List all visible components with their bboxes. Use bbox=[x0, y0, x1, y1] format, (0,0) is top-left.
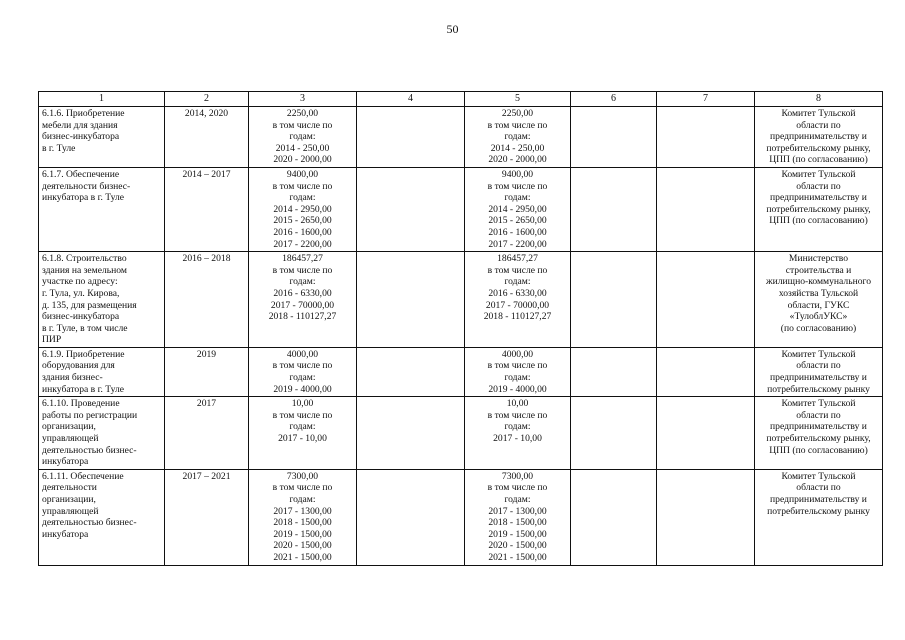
cell-line: деятельностью бизнес- bbox=[42, 517, 137, 529]
activity-name-cell bbox=[39, 469, 165, 565]
cell-line: деятельности bbox=[42, 482, 97, 494]
cell-line: области по bbox=[796, 360, 841, 372]
cell-line: инкубатора bbox=[42, 528, 89, 540]
column-6-cell bbox=[571, 167, 657, 251]
cell-line: 2017 - 1300,00 bbox=[488, 505, 547, 517]
cell-line: предпринимательству и bbox=[770, 494, 867, 505]
cell-line: управляющей bbox=[42, 433, 99, 445]
table-row bbox=[39, 469, 883, 565]
cell-line: 2016 - 6330,00 bbox=[488, 287, 547, 299]
table-row bbox=[39, 397, 883, 470]
cell-line: области по bbox=[796, 180, 841, 192]
cell-line: годам: bbox=[289, 421, 316, 433]
cell-line: Комитет Тульской bbox=[781, 168, 856, 180]
total-funding-cell bbox=[249, 167, 357, 251]
cell-line: 10,00 bbox=[291, 398, 314, 410]
cell-line: ПИР bbox=[42, 334, 62, 346]
cell-line: жилищно-коммунального bbox=[766, 276, 871, 288]
cell-line: инкубатора bbox=[42, 456, 89, 468]
cell-line: области по bbox=[796, 482, 841, 494]
cell-line: организации, bbox=[42, 494, 96, 505]
cell-line: годам: bbox=[289, 192, 316, 204]
cell-line: оборудования для bbox=[42, 360, 115, 372]
cell-line: предпринимательству и bbox=[770, 131, 867, 143]
cell-line: в том числе по bbox=[272, 264, 333, 276]
cell-line: области по bbox=[796, 409, 841, 421]
cell-line: 6.1.11. Обеспечение bbox=[42, 470, 124, 482]
cell-line: ЦПП (по согласованию) bbox=[769, 444, 868, 456]
cell-line: в том числе по bbox=[272, 180, 333, 192]
activity-name-cell bbox=[39, 347, 165, 396]
cell-line: 2016 - 1600,00 bbox=[488, 226, 547, 238]
column-4-cell bbox=[357, 107, 465, 168]
table-row bbox=[39, 252, 883, 348]
total-funding-cell bbox=[249, 252, 357, 348]
cell-line: потребительскому рынку bbox=[767, 505, 870, 517]
cell-line: потребительскому рынку, bbox=[766, 433, 871, 445]
total-funding-cell bbox=[249, 397, 357, 470]
table-row bbox=[39, 167, 883, 251]
cell-line: 2020 - 1500,00 bbox=[273, 540, 332, 552]
column-7-cell bbox=[657, 347, 755, 396]
cell-line: д. 135, для размещения bbox=[42, 299, 137, 311]
cell-line: области по bbox=[796, 119, 841, 131]
column-5-cell bbox=[465, 167, 571, 251]
cell-line: 2250,00 bbox=[501, 108, 534, 119]
cell-line: в том числе по bbox=[272, 482, 333, 494]
cell-line: ЦПП (по согласованию) bbox=[769, 215, 868, 227]
column-5-cell bbox=[465, 107, 571, 168]
cell-line: строительства и bbox=[785, 264, 852, 276]
executor-cell bbox=[755, 347, 883, 396]
executor-cell bbox=[755, 397, 883, 470]
cell-line: мебели для здания bbox=[42, 119, 118, 131]
column-5-cell bbox=[465, 252, 571, 348]
cell-line: 2017 - 10,00 bbox=[493, 433, 542, 445]
cell-line: работы по регистрации bbox=[42, 409, 138, 421]
column-header-2: 2 bbox=[165, 92, 249, 107]
column-4-cell bbox=[357, 347, 465, 396]
executor-cell bbox=[755, 167, 883, 251]
column-7-cell bbox=[657, 469, 755, 565]
cell-line: 2017 - 70000,00 bbox=[485, 299, 550, 311]
column-6-cell bbox=[571, 347, 657, 396]
column-5-cell bbox=[465, 397, 571, 470]
cell-line: 2019 - 4000,00 bbox=[273, 383, 332, 395]
cell-line: Комитет Тульской bbox=[781, 108, 856, 119]
cell-line: 6.1.9. Приобретение bbox=[42, 348, 125, 360]
cell-line: 2019 - 1500,00 bbox=[273, 528, 332, 540]
cell-line: Комитет Тульской bbox=[781, 348, 856, 360]
total-funding-cell bbox=[249, 347, 357, 396]
cell-line: 2015 - 2650,00 bbox=[488, 215, 547, 227]
cell-line: 2020 - 1500,00 bbox=[488, 540, 547, 552]
cell-line: 2014 - 250,00 bbox=[275, 142, 330, 154]
column-6-cell bbox=[571, 107, 657, 168]
cell-line: 6.1.7. Обеспечение bbox=[42, 168, 120, 180]
period-cell: 2014, 2020 bbox=[165, 107, 249, 168]
column-7-cell bbox=[657, 107, 755, 168]
cell-line: здания бизнес- bbox=[42, 372, 103, 384]
executor-cell bbox=[755, 252, 883, 348]
cell-line: 2016 - 1600,00 bbox=[273, 226, 332, 238]
cell-line: 186457,27 bbox=[497, 253, 538, 265]
cell-line: в том числе по bbox=[487, 264, 548, 276]
cell-line: 2016 - 6330,00 bbox=[273, 287, 332, 299]
cell-line: в том числе по bbox=[272, 360, 333, 372]
cell-line: Комитет Тульской bbox=[781, 470, 856, 482]
cell-line: годам: bbox=[504, 421, 531, 433]
cell-line: 4000,00 bbox=[286, 348, 319, 360]
cell-line: 10,00 bbox=[506, 398, 529, 410]
column-4-cell bbox=[357, 252, 465, 348]
cell-line: годам: bbox=[289, 276, 316, 288]
cell-line: годам: bbox=[504, 131, 531, 143]
cell-line: 2018 - 1500,00 bbox=[488, 517, 547, 529]
cell-line: бизнес-инкубатора bbox=[42, 311, 120, 323]
cell-line: области, ГУКС bbox=[787, 299, 850, 311]
cell-line: в том числе по bbox=[272, 409, 333, 421]
column-6-cell bbox=[571, 252, 657, 348]
column-7-cell bbox=[657, 397, 755, 470]
column-5-cell bbox=[465, 469, 571, 565]
column-4-cell bbox=[357, 167, 465, 251]
cell-line: 186457,27 bbox=[282, 253, 323, 265]
cell-line: хозяйства Тульской bbox=[778, 287, 859, 299]
cell-line: участке по адресу: bbox=[42, 276, 118, 288]
cell-line: 2019 - 4000,00 bbox=[488, 383, 547, 395]
cell-line: в том числе по bbox=[487, 119, 548, 131]
cell-line: Комитет Тульской bbox=[781, 398, 856, 410]
column-header-1: 1 bbox=[39, 92, 165, 107]
cell-line: годам: bbox=[504, 276, 531, 288]
cell-line: 2021 - 1500,00 bbox=[488, 551, 547, 563]
activities-table bbox=[38, 91, 883, 566]
column-7-cell bbox=[657, 252, 755, 348]
cell-line: 2017 - 1300,00 bbox=[273, 505, 332, 517]
page-number: 50 bbox=[446, 22, 459, 36]
cell-line: в г. Туле bbox=[42, 142, 76, 154]
cell-line: 7300,00 bbox=[501, 470, 534, 482]
column-header-5: 5 bbox=[465, 92, 571, 107]
cell-line: (по согласованию) bbox=[780, 322, 857, 334]
cell-line: 2018 - 1500,00 bbox=[273, 517, 332, 529]
cell-line: «ТулоблУКС» bbox=[789, 311, 848, 323]
cell-line: 2020 - 2000,00 bbox=[488, 154, 547, 166]
cell-line: в том числе по bbox=[487, 360, 548, 372]
table-header-row bbox=[39, 92, 883, 107]
activity-name-cell bbox=[39, 252, 165, 348]
cell-line: годам: bbox=[289, 494, 316, 505]
activity-name-cell bbox=[39, 397, 165, 470]
cell-line: 9400,00 bbox=[501, 168, 534, 180]
cell-line: Министерство bbox=[788, 253, 849, 265]
column-header-3: 3 bbox=[249, 92, 357, 107]
cell-line: инкубатора в г. Туле bbox=[42, 383, 125, 395]
cell-line: годам: bbox=[504, 494, 531, 505]
column-header-6: 6 bbox=[571, 92, 657, 107]
cell-line: в том числе по bbox=[272, 119, 333, 131]
cell-line: 2250,00 bbox=[286, 108, 319, 119]
cell-line: 2018 - 110127,27 bbox=[268, 311, 337, 323]
cell-line: 2014 - 2950,00 bbox=[488, 203, 547, 215]
column-7-cell bbox=[657, 167, 755, 251]
cell-line: в том числе по bbox=[487, 180, 548, 192]
table-body bbox=[39, 107, 883, 566]
cell-line: потребительскому рынку, bbox=[766, 142, 871, 154]
cell-line: 6.1.8. Строительство bbox=[42, 253, 127, 265]
total-funding-cell bbox=[249, 107, 357, 168]
cell-line: 2017 - 10,00 bbox=[278, 433, 327, 445]
cell-line: 9400,00 bbox=[286, 168, 319, 180]
cell-line: годам: bbox=[504, 192, 531, 204]
activity-name-cell bbox=[39, 167, 165, 251]
executor-cell bbox=[755, 107, 883, 168]
cell-line: 2019 - 1500,00 bbox=[488, 528, 547, 540]
cell-line: 6.1.6. Приобретение bbox=[42, 108, 125, 119]
cell-line: 4000,00 bbox=[501, 348, 534, 360]
cell-line: здания на земельном bbox=[42, 264, 127, 276]
column-4-cell bbox=[357, 397, 465, 470]
cell-line: 2017 - 70000,00 bbox=[270, 299, 335, 311]
period-cell: 2014 – 2017 bbox=[165, 167, 249, 251]
column-header-8: 8 bbox=[755, 92, 883, 107]
cell-line: 2018 - 110127,27 bbox=[483, 311, 552, 323]
total-funding-cell bbox=[249, 469, 357, 565]
cell-line: в том числе по bbox=[487, 482, 548, 494]
cell-line: годам: bbox=[504, 372, 531, 384]
cell-line: инкубатора в г. Туле bbox=[42, 192, 125, 204]
table-row bbox=[39, 347, 883, 396]
period-cell: 2019 bbox=[165, 347, 249, 396]
cell-line: 2017 - 2200,00 bbox=[488, 238, 547, 250]
cell-line: 2014 - 2950,00 bbox=[273, 203, 332, 215]
activity-name-cell bbox=[39, 107, 165, 168]
cell-line: 2014 - 250,00 bbox=[490, 142, 545, 154]
cell-line: деятельностью бизнес- bbox=[42, 444, 137, 456]
cell-line: 6.1.10. Проведение bbox=[42, 398, 120, 410]
cell-line: управляющей bbox=[42, 505, 99, 517]
cell-line: организации, bbox=[42, 421, 96, 433]
cell-line: 2017 - 2200,00 bbox=[273, 238, 332, 250]
cell-line: предпринимательству и bbox=[770, 372, 867, 384]
column-header-7: 7 bbox=[657, 92, 755, 107]
column-6-cell bbox=[571, 397, 657, 470]
cell-line: 2020 - 2000,00 bbox=[273, 154, 332, 166]
table-row bbox=[39, 107, 883, 168]
column-5-cell bbox=[465, 347, 571, 396]
cell-line: предпринимательству и bbox=[770, 192, 867, 204]
executor-cell bbox=[755, 469, 883, 565]
cell-line: потребительскому рынку bbox=[767, 383, 870, 395]
cell-line: годам: bbox=[289, 131, 316, 143]
period-cell: 2017 – 2021 bbox=[165, 469, 249, 565]
cell-line: деятельности бизнес- bbox=[42, 180, 131, 192]
cell-line: бизнес-инкубатора bbox=[42, 131, 120, 143]
cell-line: годам: bbox=[289, 372, 316, 384]
cell-line: 2021 - 1500,00 bbox=[273, 551, 332, 563]
column-header-4: 4 bbox=[357, 92, 465, 107]
cell-line: потребительскому рынку, bbox=[766, 203, 871, 215]
cell-line: в г. Туле, в том числе bbox=[42, 322, 128, 334]
period-cell: 2017 bbox=[165, 397, 249, 470]
column-6-cell bbox=[571, 469, 657, 565]
period-cell: 2016 – 2018 bbox=[165, 252, 249, 348]
cell-line: г. Тула, ул. Кирова, bbox=[42, 287, 120, 299]
cell-line: 7300,00 bbox=[286, 470, 319, 482]
cell-line: 2015 - 2650,00 bbox=[273, 215, 332, 227]
column-4-cell bbox=[357, 469, 465, 565]
cell-line: предпринимательству и bbox=[770, 421, 867, 433]
cell-line: ЦПП (по согласованию) bbox=[769, 154, 868, 166]
cell-line: в том числе по bbox=[487, 409, 548, 421]
